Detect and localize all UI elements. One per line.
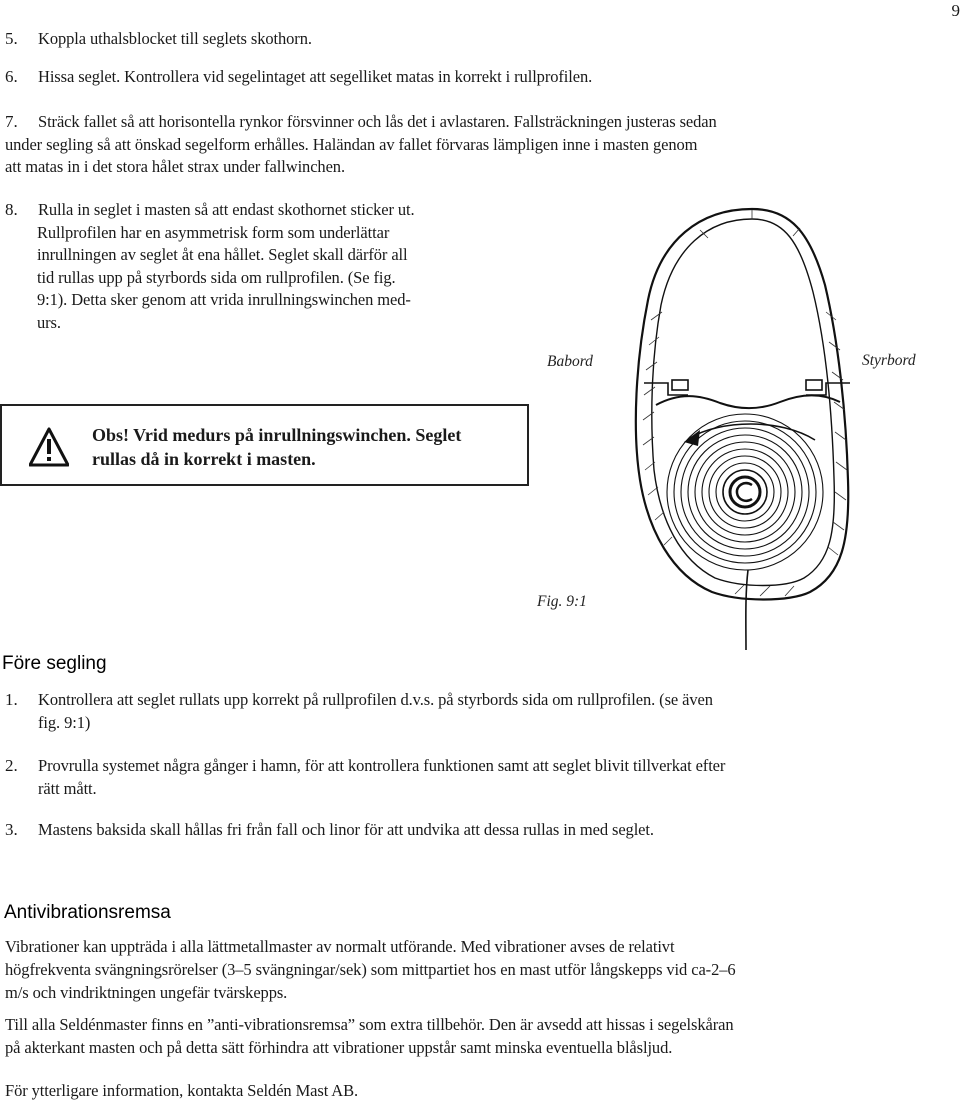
item-number: 2. bbox=[5, 756, 18, 775]
antivibration-paragraph-2 bbox=[5, 1013, 940, 1059]
heading-antivibration: Antivibrationsremsa bbox=[4, 902, 171, 923]
figure-caption: Fig. 9:1 bbox=[537, 593, 587, 610]
paragraph-line: på akterkant masten och på detta sätt förhindra att vibrationer uppstår samt minska eventuella blåsljud. bbox=[5, 1038, 673, 1057]
step-text-line: under segling så att önskad segelform erhålles. Haländan av fallet förvaras lämpligen inne i masten genom bbox=[5, 134, 698, 154]
paragraph-line: m/s och vindriktningen ungefär tvärskepps. bbox=[5, 983, 288, 1002]
step-number: 5. bbox=[5, 29, 18, 48]
step-text-line: inrullningen av seglet åt ena hållet. Seglet skall därför all bbox=[37, 245, 408, 265]
rotation-arrow bbox=[690, 424, 815, 440]
warning-triangle-icon bbox=[29, 427, 69, 467]
furling-profile-diagram bbox=[540, 195, 960, 655]
step-text-line: Rullprofilen har en asymmetrisk form som underlättar bbox=[37, 222, 390, 242]
step-text-line: att matas in i det stora hålet strax under fallwinchen. bbox=[5, 157, 345, 176]
step-number: 7. bbox=[5, 112, 18, 131]
antivibration-paragraph-3 bbox=[5, 1079, 940, 1102]
item-number: 1. bbox=[5, 690, 18, 709]
step-number: 8. bbox=[5, 200, 18, 219]
page-number: 9 bbox=[951, 1, 960, 20]
paragraph-line: Vibrationer kan uppträda i alla lättmetallmaster av normalt utförande. Med vibrationer avses de relativt bbox=[5, 937, 675, 956]
label-starboard: Styrbord bbox=[862, 352, 916, 369]
item-text-line: fig. 9:1) bbox=[38, 713, 91, 732]
antivibration-paragraph-1 bbox=[5, 935, 940, 1004]
furling-profile-core bbox=[730, 477, 760, 507]
sail-track-left bbox=[644, 380, 688, 395]
step-number: 6. bbox=[5, 67, 18, 86]
label-port: Babord bbox=[547, 353, 593, 370]
step-text-line: Sträck fallet så att horisontella rynkor försvinner och lås det i avlastaren. Fallsträckningen justeras sedan bbox=[38, 112, 717, 131]
item-text-line: rätt mått. bbox=[38, 779, 97, 798]
rotation-arrow-head bbox=[684, 430, 700, 446]
item-number: 3. bbox=[5, 820, 18, 839]
heading-before-sailing: Före segling bbox=[2, 653, 107, 674]
step-text: Koppla uthalsblocket till seglets skothorn. bbox=[38, 29, 312, 48]
paragraph-line: För ytterligare information, kontakta Seldén Mast AB. bbox=[5, 1081, 359, 1100]
paragraph-line: Till alla Seldénmaster finns en ”anti-vibrationsremsa” som extra tillbehör. Den är avsedd att hissas i segelskåran bbox=[5, 1015, 734, 1034]
item-text-line: Provrulla systemet några gånger i hamn, för att kontrollera funktionen samt att seglet blivit tillverkat efter bbox=[38, 756, 726, 775]
step-text: Hissa seglet. Kontrollera vid segelintaget att segelliket matas in korrekt i rullprofilen. bbox=[38, 67, 593, 86]
paragraph-line: högfrekventa svängningsrörelser (3–5 svängningar/sek) som mittpartiet hos en mast utför långskepps vid ca-2–6 bbox=[5, 960, 736, 979]
item-text-line: Mastens baksida skall hållas fri från fall och linor för att undvika att dessa rullas in med seglet. bbox=[38, 820, 654, 839]
step-text-line: Rulla in seglet i masten så att endast skothornet sticker ut. bbox=[38, 200, 415, 219]
warning-text-line: Obs! Vrid medurs på inrullningswinchen. Seglet bbox=[92, 425, 462, 445]
step-text-line: tid rullas upp på styrbords sida om rullprofilen. (Se fig. bbox=[37, 267, 396, 287]
divider-wall bbox=[656, 395, 840, 408]
step-text-line: urs. bbox=[37, 312, 61, 332]
sail-exit bbox=[746, 570, 748, 650]
warning-text-line: rullas då in korrekt i masten. bbox=[92, 449, 316, 469]
warning-box bbox=[0, 404, 529, 486]
mast-inner-wall bbox=[652, 219, 835, 586]
item-text-line: Kontrollera att seglet rullats upp korrekt på rullprofilen d.v.s. på styrbords sida om rullprofilen. (se även bbox=[38, 690, 713, 709]
step-text-line: 9:1). Detta sker genom att vrida inrullningswinchen med- bbox=[37, 290, 411, 310]
